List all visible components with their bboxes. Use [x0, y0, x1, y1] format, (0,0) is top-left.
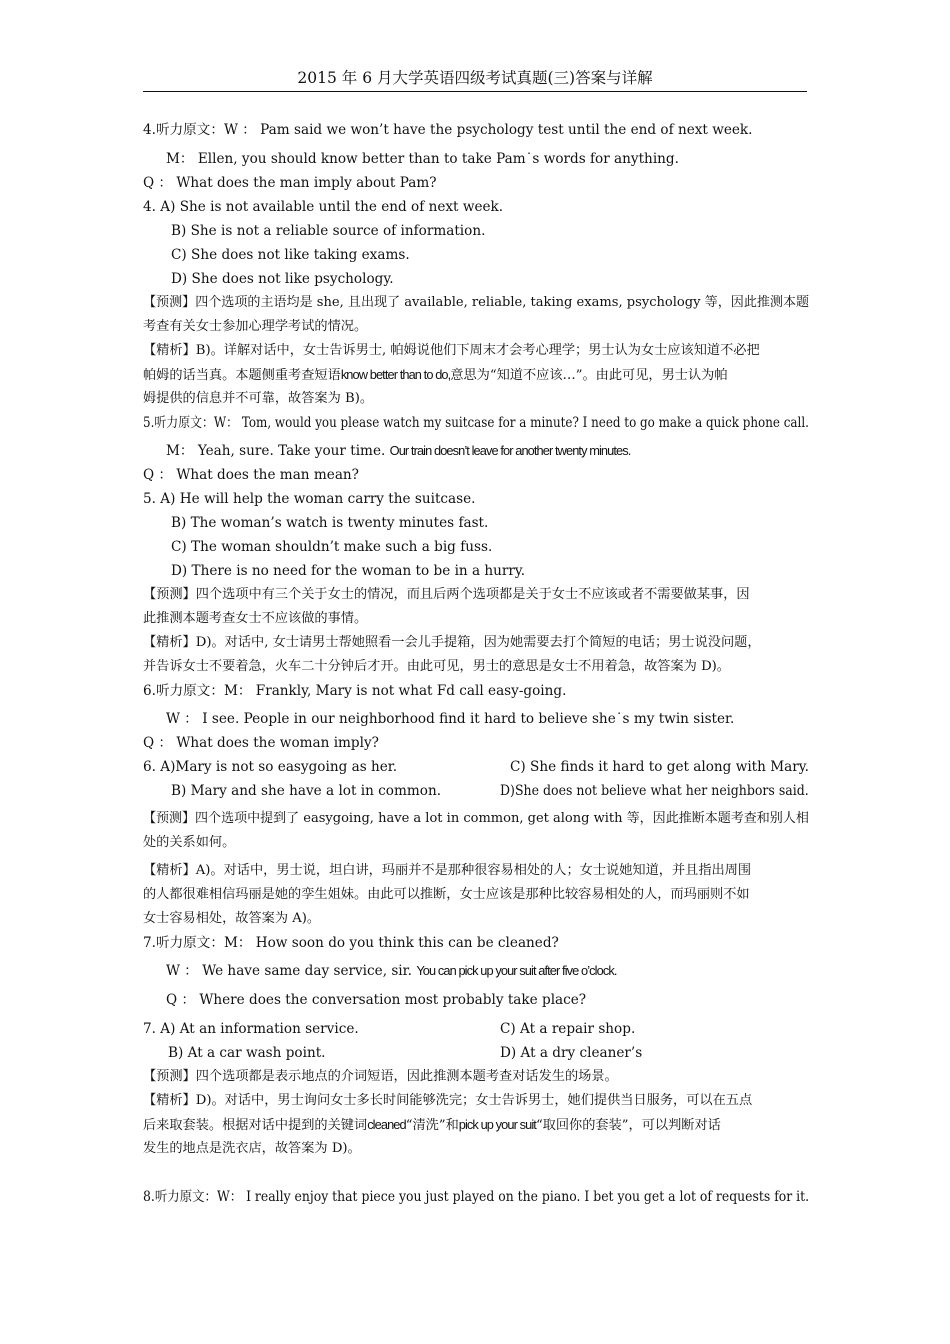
q5-analysis-line1: 【精析】D)。对话中, 女士请男士帮她照看一会儿手提箱，因为她需要去打个简短的电话；男士说没问题， — [143, 635, 761, 650]
q4-analysis-phrase: know better than to do, — [340, 367, 451, 382]
q7-analysis-keyword-2: pick up your suit — [458, 1117, 536, 1132]
q7-analysis-keyword-1: cleaned — [367, 1117, 406, 1132]
q7-question: Q ： Where does the conversation most probably take place? — [166, 992, 587, 1008]
q4-analysis-line3: 姆提供的信息并不可靠，故答案为 B)。 — [143, 391, 374, 406]
q5-analysis-line2: 并告诉女士不要着急，火车二十分钟后才开。由此可见，男士的意思是女士不用着急，故答案为 D)。 — [143, 659, 730, 674]
q8-transcript-w: 8.听力原文：W： I really enjoy that piece you just played on the piano. I bet you get a lot of requests for it. — [143, 1189, 810, 1205]
q4-question: Q ： What does the man imply about Pam? — [143, 175, 437, 191]
q6-analysis-line1: 【精析】A)。对话中，男士说，坦白讲，玛丽并不是那种很容易相处的人；女士说她知道，并且指出周围 — [143, 863, 752, 878]
q6-analysis-line3: 女士容易相处，故答案为 A)。 — [143, 911, 321, 926]
q5-option-c: C) The woman shouldn’t make such a big fuss. — [171, 539, 493, 555]
q6-transcript-w: W ： I see. People in our neighborhood find it hard to believe she˙s my twin sister. — [166, 711, 735, 727]
q4-prediction-line1: 【预测】四个选项的主语均是 she, 且出现了 available, reliable, taking exams, psychology 等，因此推测本题 — [143, 295, 810, 310]
q5-transcript-m — [166, 442, 630, 460]
q5-transcript-m-text: M： Yeah, sure. Take your time. — [166, 443, 386, 459]
q6-option-d: D)She does not believe what her neighbors said. — [500, 783, 809, 799]
q6-option-a: 6. A)Mary is not so easygoing as her. — [143, 759, 398, 775]
page-header-title: 2015 年 6 月大学英语四级考试真题(三)答案与详解 — [297, 69, 653, 87]
q7-transcript-w-emph: You can pick up your suit after five o’clock. — [416, 963, 617, 978]
q5-prediction-line2: 此推测本题考查女士不应该做的事情。 — [143, 611, 368, 626]
q7-option-d: D) At a dry cleaner’s — [500, 1045, 643, 1061]
q7-analysis-text-c: “取回你的套装”，可以判断对话 — [535, 1118, 721, 1133]
q4-option-d: D) She does not like psychology. — [171, 271, 394, 287]
q5-transcript-m-emph: Our train doesn’t leave for another twenty minutes. — [389, 443, 631, 458]
q6-analysis-line2: 的人都很难相信玛丽是她的孪生姐妹。由此可以推断，女士应该是那种比较容易相处的人，而玛丽则不如 — [143, 887, 750, 902]
q7-option-a: 7. A) At an information service. — [143, 1021, 359, 1037]
q4-transcript-w: 4.听力原文：W ： Pam said we won’t have the psychology test until the end of next week. — [143, 122, 753, 138]
q7-prediction: 【预测】四个选项都是表示地点的介词短语，因此推测本题考查对话发生的场景。 — [143, 1069, 618, 1084]
q6-option-c: C) She finds it hard to get along with Mary. — [510, 759, 809, 775]
q4-transcript-m: M： Ellen, you should know better than to take Pam˙s words for anything. — [166, 151, 679, 167]
q5-option-d: D) There is no need for the woman to be in a hurry. — [171, 563, 526, 579]
q7-analysis-text-b: “清洗”和 — [405, 1118, 459, 1133]
q4-analysis-line2 — [143, 366, 728, 385]
q4-analysis-text-b: 意思为“知道不应该…”。由此可见，男士认为帕 — [450, 368, 728, 383]
q7-analysis-line2 — [143, 1116, 721, 1135]
q5-question: Q ： What does the man mean? — [143, 467, 359, 483]
q7-option-c: C) At a repair shop. — [500, 1021, 636, 1037]
header-rule — [143, 91, 807, 92]
q6-question: Q ： What does the woman imply? — [143, 735, 379, 751]
q4-option-a: 4. A) She is not available until the end of next week. — [143, 199, 504, 215]
q5-option-b: B) The woman’s watch is twenty minutes fast. — [171, 515, 489, 531]
q7-analysis-line1: 【精析】D)。对话中，男士询问女士多长时间能够洗完；女士告诉男士，她们提供当日服务，可以在五点 — [143, 1093, 753, 1108]
q4-prediction-line2: 考查有关女士参加心理学考试的情况。 — [143, 319, 368, 334]
q6-prediction-line1: 【预测】四个选项中提到了 easygoing, have a lot in common, get along with 等，因此推断本题考查和别人相 — [143, 811, 809, 826]
q4-analysis-text-a: 帕姆的话当真。本题侧重考查短语 — [143, 368, 341, 383]
q5-transcript-w: 5.听力原文：W： Tom, would you please watch my suitcase for a minute? I need to go make a quick phone call. — [143, 415, 809, 431]
q5-prediction-line1: 【预测】四个选项中有三个关于女士的情况，而且后两个选项都是关于女士不应该或者不需要做某事，因 — [143, 587, 750, 602]
q4-option-c: C) She does not like taking exams. — [171, 247, 410, 263]
q6-prediction-line2: 处的关系如何。 — [143, 835, 236, 850]
q5-option-a: 5. A) He will help the woman carry the suitcase. — [143, 491, 476, 507]
q7-transcript-w-text: W ： We have same day service, sir. — [166, 963, 412, 979]
q4-option-b: B) She is not a reliable source of information. — [171, 223, 486, 239]
q7-transcript-w — [166, 962, 616, 980]
q7-option-b: B) At a car wash point. — [168, 1045, 326, 1061]
q7-transcript-m: 7.听力原文：M： How soon do you think this can be cleaned? — [143, 935, 559, 951]
q6-option-b: B) Mary and she have a lot in common. — [171, 783, 442, 799]
q7-analysis-line3: 发生的地点是洗衣店，故答案为 D)。 — [143, 1141, 361, 1156]
q7-analysis-text-a: 后来取套装。根据对话中提到的关键词 — [143, 1118, 368, 1133]
q4-analysis-line1: 【精析】B)。详解对话中，女士告诉男士, 帕姆说他们下周末才会考心理学；男士认为女士应该知道不必把 — [143, 343, 760, 358]
q6-transcript-m: 6.听力原文：M： Frankly, Mary is not what Fd call easy-going. — [143, 683, 567, 699]
